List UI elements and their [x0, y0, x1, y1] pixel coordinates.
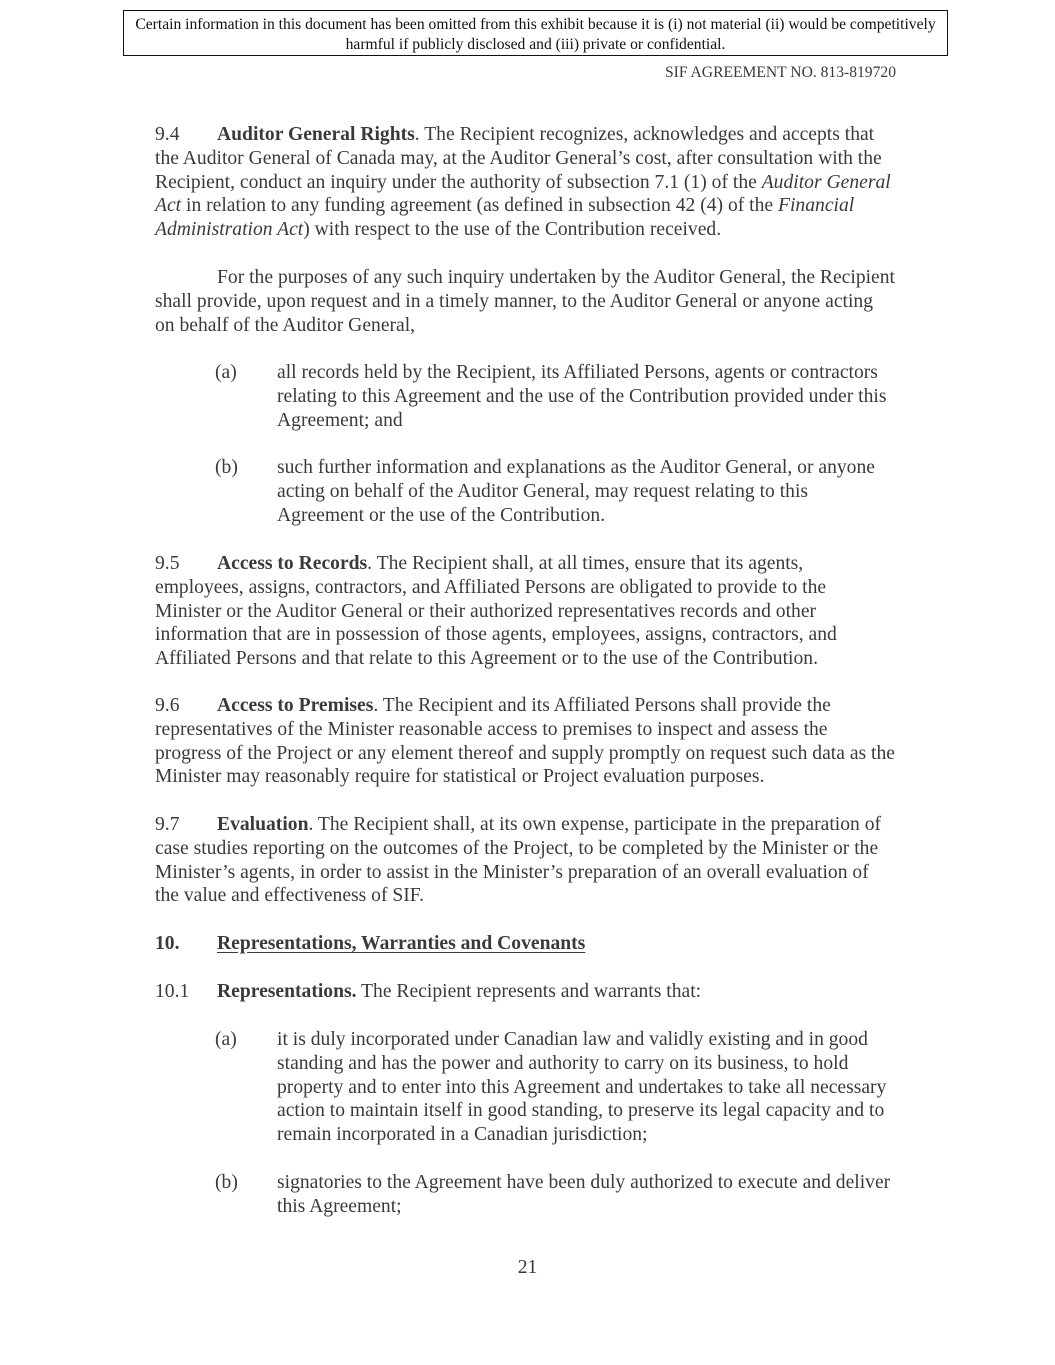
section-number: 10. — [155, 933, 180, 954]
section-text: . The Recipient shall, at its own expense, participate in the preparation of case studies reporting on the outcomes of the Project, to be completed by the Minister or the Minister’s agents, in order to assist in the Minister’s preparation of an overall evaluation of the value and effectiveness of SIF. — [155, 814, 882, 907]
list-item-label: (a) — [215, 1029, 237, 1050]
section-9-5 — [155, 552, 895, 671]
section-number: 9.6 — [155, 695, 180, 716]
list-item-text: it is duly incorporated under Canadian law and validly existing and in good standing and has the power and authority to carry on its business, to hold property and to enter into this Agreement and undertakes to take all necessary action to maintain itself in good standing, to preserve its legal capacity and to remain incorporated in a Canadian jurisdiction; — [277, 1029, 887, 1146]
agreement-number: SIF AGREEMENT NO. 813-819720 — [664, 64, 896, 81]
section-text: . The Recipient and its Affiliated Persons shall provide the representatives of the Minister reasonable access to premises to inspect and assess the progress of the Project or any element thereof and supply promptly on request such data as the Minister may reasonably require for statistical or Project evaluation purposes. — [155, 695, 895, 788]
list-item-text: signatories to the Agreement have been duly authorized to execute and deliver this Agreement; — [277, 1172, 891, 1217]
section-text: . The Recipient shall, at all times, ensure that its agents, employees, assigns, contractors, and Affiliated Persons are obligated to provide to the Minister or the Auditor General or their authorized representatives records and other information that are in possession of those agents, employees, assigns, contractors, and Affiliated Persons and that relate to this Agreement or to the use of the Contribution. — [155, 553, 837, 670]
section-9-6 — [155, 694, 895, 789]
list-item-label: (b) — [215, 1172, 238, 1193]
section-9-4 — [155, 123, 895, 242]
section-text: . The Recipient recognizes, acknowledges and accepts that the Auditor General of Canada may, at the Auditor General’s cost, after consultation with the Recipient, conduct an inquiry under the authority of subsection 7.1 (1) of the — [155, 124, 882, 193]
act-title: Financial Administration Act — [155, 195, 855, 241]
list-item — [215, 1028, 895, 1147]
act-title: Auditor General Act — [155, 171, 891, 217]
section-9-4-paragraph: For the purposes of any such inquiry undertaken by the Auditor General, the Recipient shall provide, upon request and in a timely manner, to the Auditor General or anyone acting on behalf of the Auditor General, — [155, 267, 895, 336]
section-title: Representations. — [217, 981, 357, 1002]
list-item — [215, 361, 895, 432]
list-item-label: (b) — [215, 457, 238, 478]
list-item-text: such further information and explanations as the Auditor General, or anyone acting on behalf of the Auditor General, may request relating to this Agreement or the use of the Contribution. — [277, 457, 875, 526]
list-item — [215, 456, 895, 527]
section-text: in relation to any funding agreement (as defined in subsection 42 (4) of the — [181, 195, 779, 217]
section-title: Access to Records — [217, 553, 368, 574]
section-title: Evaluation — [217, 814, 309, 835]
list-item-text: all records held by the Recipient, its Affiliated Persons, agents or contractors relating to this Agreement and the use of the Contribution provided under this Agreement; and — [277, 362, 887, 431]
section-number: 9.5 — [155, 553, 180, 574]
section-number: 9.7 — [155, 814, 180, 835]
section-number: 9.4 — [155, 124, 180, 145]
section-text: ) with respect to the use of the Contribution received. — [303, 219, 722, 241]
section-heading: Representations, Warranties and Covenants — [217, 933, 586, 954]
list-item-label: (a) — [215, 362, 237, 383]
section-number: 10.1 — [155, 981, 190, 1002]
section-10-1 — [155, 980, 895, 1004]
section-10-heading — [155, 932, 895, 956]
section-title: Auditor General Rights — [217, 124, 415, 145]
section-9-7 — [155, 813, 895, 908]
redaction-notice: Certain information in this document has been omitted from this exhibit because it is (i) not material (ii) would be competitively harmful if publicly disclosed and (iii) private or confidential. — [123, 10, 948, 56]
page-number: 21 — [517, 1257, 538, 1278]
list-item — [215, 1171, 895, 1219]
section-text: The Recipient represents and warrants that: — [356, 981, 702, 1002]
section-title: Access to Premises — [217, 695, 374, 716]
